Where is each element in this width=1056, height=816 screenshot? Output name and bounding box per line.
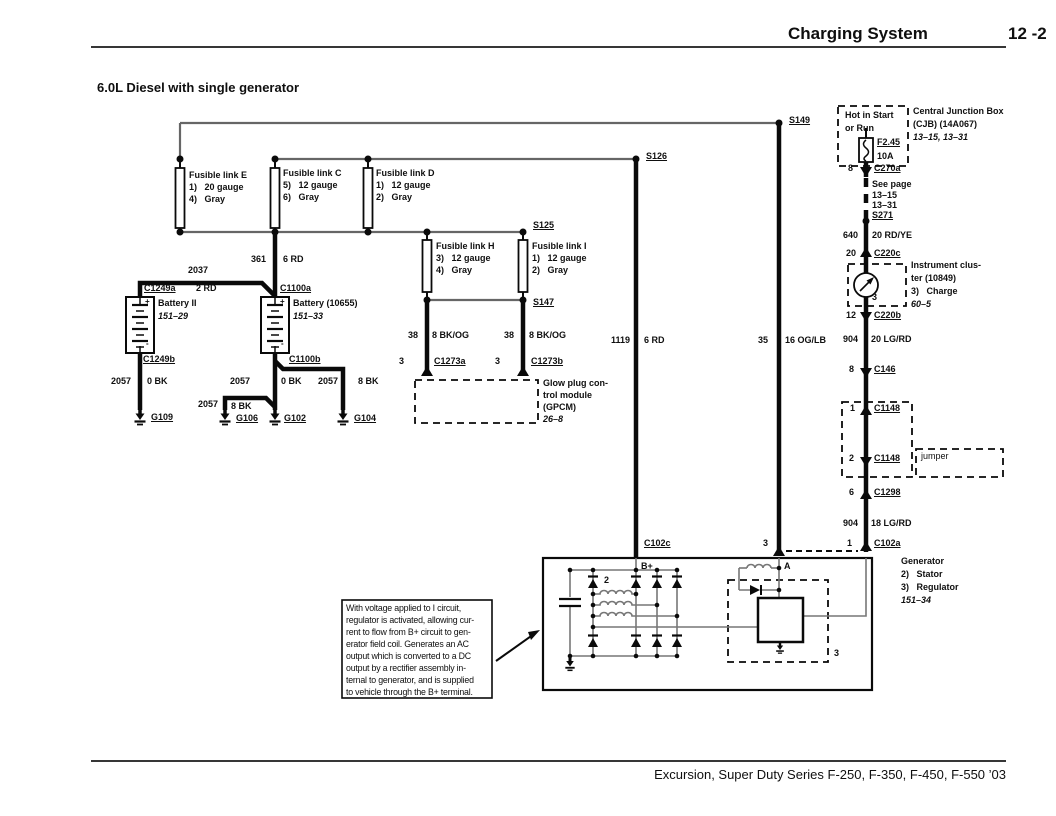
connector-c1148-1: C1148 <box>874 403 901 413</box>
wire-g109-circuit: 2057 <box>110 376 131 386</box>
c1273a-pin: 3 <box>399 356 405 366</box>
diagram-title: 6.0L Diesel with single generator <box>97 80 300 95</box>
battery2-page-ref: 151–29 <box>158 311 189 321</box>
wire-38b-circuit: 38 <box>503 330 514 340</box>
connector-c1298: C1298 <box>874 487 901 497</box>
wire-g104-spec: 8 BK <box>358 376 379 386</box>
note-box <box>346 602 492 698</box>
generator-i-terminal: I <box>871 561 874 571</box>
generator-box <box>543 558 872 690</box>
wire-2037-circuit: 2037 <box>188 265 209 275</box>
fusible-link-i-title: Fusible link I <box>532 241 587 251</box>
field-diode <box>750 585 761 595</box>
wire-g104-circuit: 2057 <box>317 376 338 386</box>
splice-s126: S126 <box>646 151 668 161</box>
see-page-line2: 13–15 <box>872 190 898 200</box>
fusible-link-e-color: 4) Gray <box>189 194 226 204</box>
note-line: output by a rectifier assembly in- <box>346 663 466 673</box>
note-line: erator field coil. Generates an AC <box>346 639 469 649</box>
cluster-name-line1: Instrument clus- <box>911 260 982 270</box>
wire-640-spec: 20 RD/YE <box>872 230 913 240</box>
battery1-plus: + <box>280 297 285 306</box>
ground-g109: G109 <box>151 412 174 422</box>
c220b-pin: 12 <box>845 310 856 320</box>
wire-38a-spec: 8 BK/OG <box>432 330 470 340</box>
c1148-pin-2: 2 <box>849 453 855 463</box>
connector-c1148-2: C1148 <box>874 453 901 463</box>
ground-g102: G102 <box>284 413 307 423</box>
connector-c1100a: C1100a <box>280 283 312 293</box>
connector-c270a: C270a <box>874 163 901 173</box>
cluster-gauge-pin: 3 <box>872 292 878 302</box>
fusible-link-h-gauge: 3) 12 gauge <box>436 253 491 263</box>
splice-s149: S149 <box>789 115 811 125</box>
battery1-page-ref: 151–33 <box>293 311 324 321</box>
jumper-label: jumper <box>921 451 949 461</box>
connector-arrows <box>421 167 872 556</box>
ground-g104: G104 <box>354 413 377 423</box>
cjb-hot-line2: or Run <box>845 123 874 133</box>
cjb-name-line1: Central Junction Box <box>913 106 1004 116</box>
fusible-link-c-color: 6) Gray <box>283 192 320 202</box>
c102a-pin: 1 <box>847 538 853 548</box>
wire-g109-spec: 0 BK <box>147 376 168 386</box>
rectifier-diodes <box>588 577 682 648</box>
wire-904-18-spec: 18 LG/RD <box>871 518 912 528</box>
wire-904-20-spec: 20 LG/RD <box>871 334 912 344</box>
generator-regulator-line: 3) Regulator <box>901 582 959 592</box>
generator-name: Generator <box>901 556 945 566</box>
wire-361-circuit: 361 <box>250 254 266 264</box>
splice-s125: S125 <box>533 220 555 230</box>
ground-g106: G106 <box>236 413 259 423</box>
wire-g106-circuit: 2057 <box>197 399 218 409</box>
cluster-page-ref: 60–5 <box>911 299 932 309</box>
wire-640-circuit: 640 <box>842 230 858 240</box>
cjb-hot-line1: Hot in Start <box>845 110 894 120</box>
wire-38b-spec: 8 BK/OG <box>529 330 567 340</box>
note-line: ternal to generator, and is supplied <box>346 675 474 685</box>
splice-s147: S147 <box>533 297 555 307</box>
fusible-link-e-title: Fusible link E <box>189 170 248 180</box>
connector-c220b: C220b <box>874 310 902 320</box>
see-page-line1: See page <box>872 179 912 189</box>
gpcm-name-line1: Glow plug con- <box>543 378 608 388</box>
wire-g102-circuit: 2057 <box>229 376 250 386</box>
page-footer: Excursion, Super Duty Series F-250, F-350, F-450, F-550 ’03 <box>654 767 1006 782</box>
wire-35-circuit: 35 <box>757 335 768 345</box>
wire-361-spec: 6 RD <box>283 254 304 264</box>
gpcm-page-ref: 26–8 <box>543 414 564 424</box>
page-number: 12 -2 <box>1008 24 1047 43</box>
page-header-title: Charging System <box>788 24 928 43</box>
wire-g102-spec: 0 BK <box>281 376 302 386</box>
gpcm-name-line3: (GPCM) <box>543 402 576 412</box>
c146-pin: 8 <box>849 364 855 374</box>
connector-c220c: C220c <box>874 248 901 258</box>
fusible-link-d-title: Fusible link D <box>376 168 435 178</box>
wire-1119-spec: 6 RD <box>644 335 665 345</box>
cjb-name-line2: (CJB) (14A067) <box>913 119 978 129</box>
regulator-ic <box>758 598 803 642</box>
generator-a-terminal: A <box>784 561 791 571</box>
fusible-link-c-gauge: 5) 12 gauge <box>283 180 338 190</box>
note-line: to vehicle through the B+ terminal. <box>346 687 473 697</box>
splice-s271: S271 <box>872 210 894 220</box>
c270a-pin: 8 <box>848 163 854 173</box>
note-line: rent to flow from B+ circuit to gen- <box>346 627 471 637</box>
gpcm-name-line2: trol module <box>543 390 592 400</box>
generator-a-pin: 3 <box>763 538 769 548</box>
fusible-link-c-title: Fusible link C <box>283 168 342 178</box>
fusible-link-h-color: 4) Gray <box>436 265 473 275</box>
battery1-name: Battery (10655) <box>293 298 358 308</box>
c1298-pin: 6 <box>849 487 855 497</box>
fusible-link-e-gauge: 1) 20 gauge <box>189 182 244 192</box>
generator-bplus-terminal: B+ <box>641 561 653 571</box>
gpcm-box <box>415 380 538 423</box>
wire-904-20-circuit: 904 <box>842 334 858 344</box>
note-line: regulator is activated, allowing cur- <box>346 615 475 625</box>
c1273b-pin: 3 <box>495 356 501 366</box>
connector-c102a: C102a <box>874 538 901 548</box>
fusible-link-d-gauge: 1) 12 gauge <box>376 180 431 190</box>
connector-c102c: C102c <box>644 538 671 548</box>
battery2-name: Battery II <box>158 298 197 308</box>
connector-c1249a: C1249a <box>144 283 176 293</box>
wire-1119-circuit: 1119 <box>610 335 630 345</box>
wire-35-spec: 16 OG/LB <box>785 335 827 345</box>
note-line: With voltage applied to I circuit, <box>346 603 461 613</box>
battery1-minus: - <box>281 339 284 348</box>
connector-c1273b: C1273b <box>531 356 564 366</box>
stator-pin-label: 2 <box>604 575 610 585</box>
cjb-page-ref: 13–15, 13–31 <box>913 132 969 142</box>
fusible-link-i-color: 2) Gray <box>532 265 569 275</box>
note-line: output which is converted to a DC <box>346 651 471 661</box>
wire-38a-circuit: 38 <box>407 330 418 340</box>
connector-c1249b: C1249b <box>143 354 176 364</box>
see-page-line3: 13–31 <box>872 200 898 210</box>
generator-stator-line: 2) Stator <box>901 569 943 579</box>
wire-g106-spec: 8 BK <box>231 401 252 411</box>
wire-904-18-circuit: 904 <box>842 518 858 528</box>
cluster-name-line2: ter (10849) <box>911 273 957 283</box>
c220c-pin: 20 <box>845 248 856 258</box>
fusible-link-h-title: Fusible link H <box>436 241 495 251</box>
fusible-link-i-gauge: 1) 12 gauge <box>532 253 587 263</box>
connector-c1273a: C1273a <box>434 356 466 366</box>
c1148-pin-1: 1 <box>850 403 856 413</box>
fusible-link-d-color: 2) Gray <box>376 192 413 202</box>
fuse-id: F2.45 <box>877 137 901 147</box>
cluster-name-line3: 3) Charge <box>911 286 958 296</box>
connector-c1100b: C1100b <box>289 354 321 364</box>
battery2-minus: - <box>146 339 149 348</box>
battery2-plus: + <box>145 297 150 306</box>
fuse-rating: 10A <box>877 151 894 161</box>
generator-page-ref: 151–34 <box>901 595 932 605</box>
wire-2037-spec: 2 RD <box>196 283 217 293</box>
regulator-pin-label: 3 <box>834 648 840 658</box>
connector-c146: C146 <box>874 364 896 374</box>
